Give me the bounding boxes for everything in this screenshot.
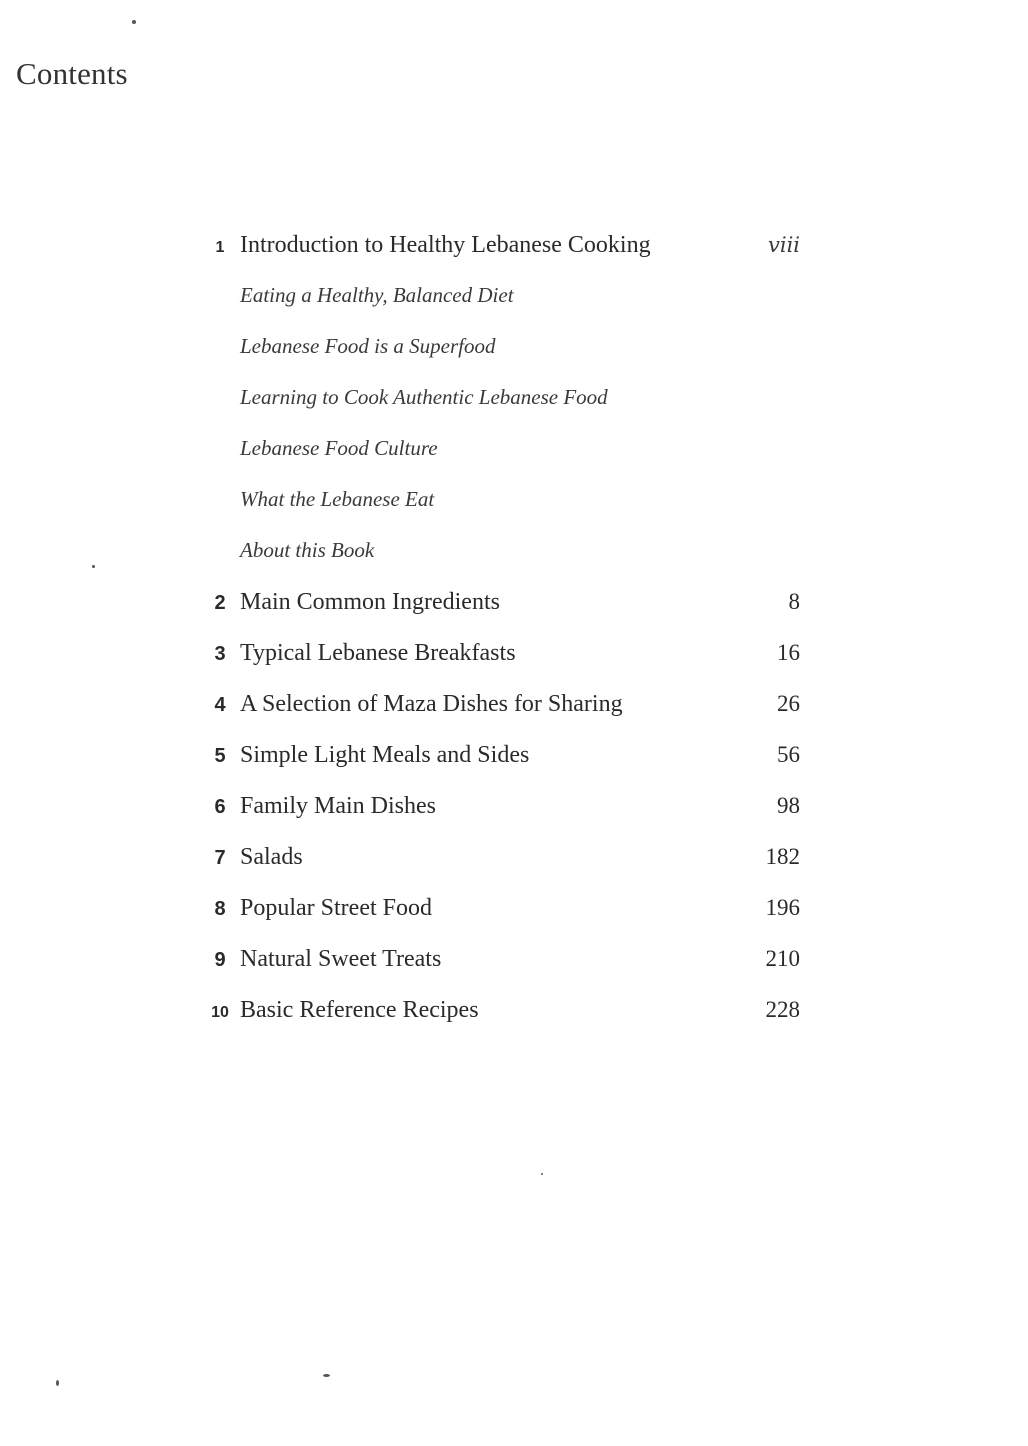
chapter-number: 2 (214, 592, 226, 614)
page-number: viii (767, 233, 800, 257)
toc-subsection-row[interactable] (200, 538, 800, 589)
chapter-title: Salads (240, 844, 303, 870)
page-number: 98 (777, 793, 800, 818)
chapter-title: Introduction to Healthy Lebanese Cooking (240, 232, 651, 258)
toc-chapter-row[interactable] (200, 232, 800, 283)
page-number: 228 (765, 997, 800, 1022)
toc-chapter-row[interactable] (200, 895, 800, 946)
chapter-number: 3 (214, 643, 226, 665)
subsection-title: Learning to Cook Authentic Lebanese Food (240, 385, 608, 409)
toc-subsection-row[interactable] (200, 334, 800, 385)
toc-chapter-row[interactable] (200, 997, 800, 1048)
chapter-number: 8 (214, 898, 226, 920)
chapter-title: A Selection of Maza Dishes for Sharing (240, 691, 623, 717)
page-number: 196 (765, 895, 800, 920)
scan-speck (541, 1173, 543, 1175)
toc-chapter-row[interactable] (200, 844, 800, 895)
scan-speck (323, 1374, 330, 1377)
page-number: 182 (765, 844, 800, 869)
scan-speck (132, 20, 136, 24)
chapter-title: Typical Lebanese Breakfasts (240, 640, 516, 666)
toc-chapter-row[interactable] (200, 946, 800, 997)
table-of-contents (200, 232, 800, 1048)
toc-chapter-row[interactable] (200, 640, 800, 691)
toc-chapter-row[interactable] (200, 691, 800, 742)
chapter-number: 9 (214, 949, 226, 971)
page-number: 16 (777, 640, 800, 665)
toc-subsection-row[interactable] (200, 487, 800, 538)
chapter-title: Simple Light Meals and Sides (240, 742, 530, 768)
toc-subsection-row[interactable] (200, 385, 800, 436)
page-number: 8 (788, 589, 800, 614)
subsection-title: Lebanese Food is a Superfood (240, 334, 496, 358)
toc-subsection-row[interactable] (200, 283, 800, 334)
page-title: Contents (16, 56, 128, 91)
chapter-number: 10 (211, 1004, 229, 1021)
toc-chapter-row[interactable] (200, 742, 800, 793)
chapter-title: Popular Street Food (240, 895, 432, 921)
chapter-number: 6 (214, 796, 226, 818)
page-number: 210 (765, 946, 800, 971)
toc-chapter-row[interactable] (200, 589, 800, 640)
chapter-title: Natural Sweet Treats (240, 946, 442, 972)
page-number: 26 (777, 691, 800, 716)
toc-subsection-row[interactable] (200, 436, 800, 487)
scan-speck (92, 565, 95, 568)
toc-chapter-row[interactable] (200, 793, 800, 844)
subsection-title: Eating a Healthy, Balanced Diet (240, 283, 514, 307)
subsection-title: Lebanese Food Culture (240, 436, 438, 460)
chapter-number: 1 (215, 239, 225, 256)
chapter-number: 4 (214, 694, 226, 716)
scan-speck (56, 1380, 59, 1386)
chapter-title: Family Main Dishes (240, 793, 436, 819)
subsection-title: About this Book (240, 538, 375, 562)
subsection-title: What the Lebanese Eat (240, 487, 435, 511)
chapter-number: 7 (214, 847, 226, 869)
page-number: 56 (777, 742, 800, 767)
chapter-title: Basic Reference Recipes (240, 997, 479, 1023)
chapter-number: 5 (214, 745, 226, 767)
chapter-title: Main Common Ingredients (240, 589, 500, 615)
